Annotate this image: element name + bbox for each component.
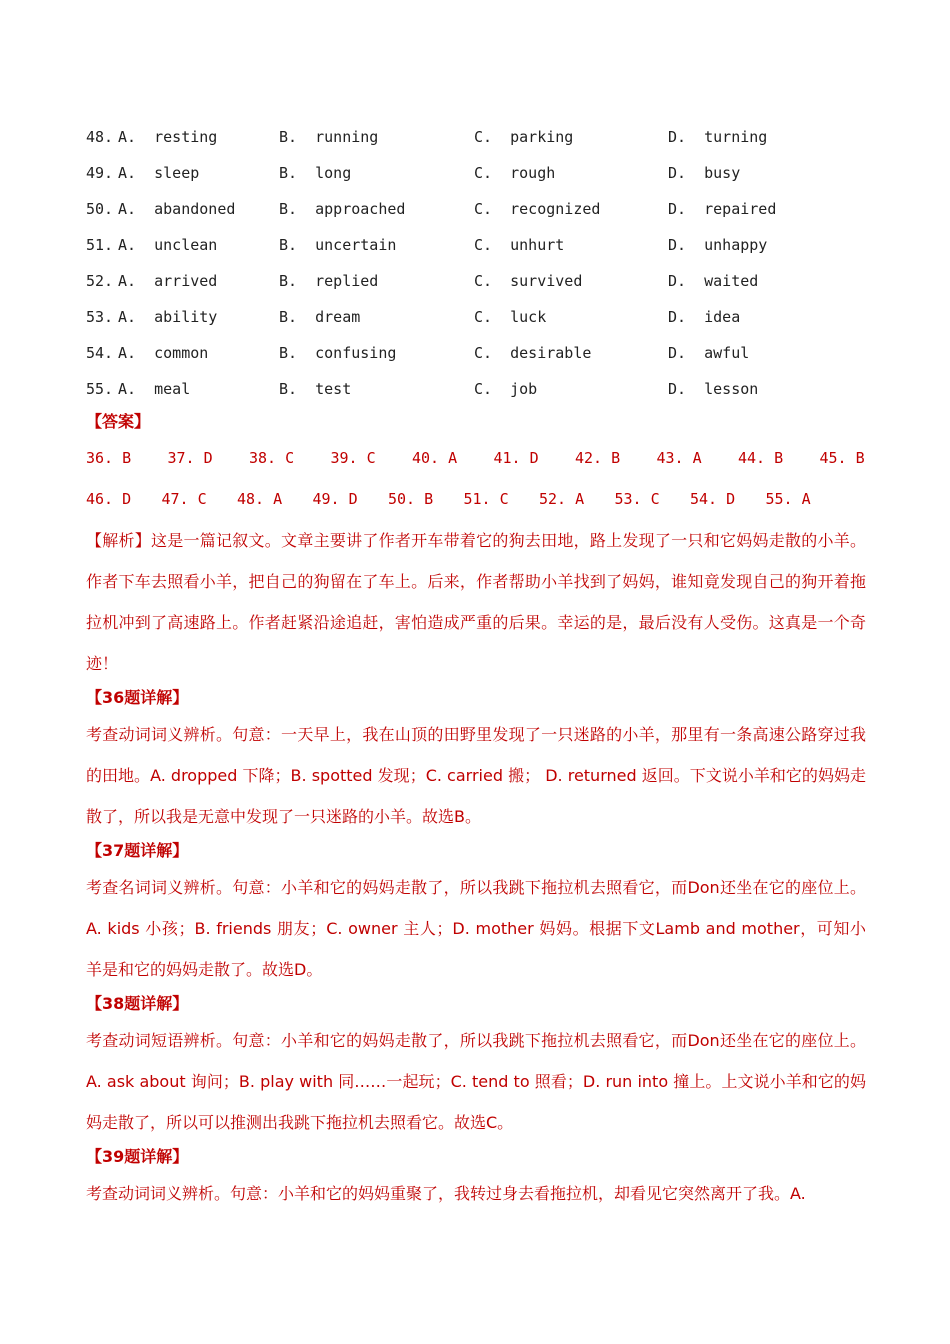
option-a: A. unclean <box>118 236 218 254</box>
option-b: B. approached <box>279 200 406 218</box>
question-number: 52. <box>86 272 114 290</box>
option-b: B. uncertain <box>279 236 397 254</box>
option-row <box>86 268 866 304</box>
option-a: A. sleep <box>118 164 200 182</box>
answer-item: 42. B <box>575 449 621 467</box>
option-d: D. waited <box>668 272 759 290</box>
option-d: D. turning <box>668 128 768 146</box>
q36-heading: 【36题详解】 <box>86 688 189 707</box>
q39-explanation: 考查动词词义辨析。句意：小羊和它的妈妈重聚了，我转过身去看拖拉机，却看见它突然离开了我。A. <box>86 1184 806 1203</box>
option-c: C. job <box>474 380 538 398</box>
answer-item: 49. D <box>312 490 358 508</box>
option-d: D. idea <box>668 308 741 326</box>
answer-row-2 <box>86 485 866 526</box>
question-number: 53. <box>86 308 114 326</box>
answer-item: 50. B <box>388 490 434 508</box>
answer-item: 38. C <box>249 449 295 467</box>
q38-explanation: 考查动词短语辨析。句意：小羊和它的妈妈走散了，所以我跳下拖拉机去照看它，而Don还坐在它的座位上。A. ask about 询问；B. play with 同……一起玩；C. tend to 照看；D. run into 撞上。上文说小羊和它的妈妈走散了，所以可以推测出我跳下拖拉机去照看它。故选C。 <box>86 1031 866 1132</box>
question-number: 50. <box>86 200 114 218</box>
option-a: A. ability <box>118 308 218 326</box>
answer-item: 41. D <box>493 449 539 467</box>
option-d: D. busy <box>668 164 741 182</box>
option-c: C. survived <box>474 272 583 290</box>
option-a: A. abandoned <box>118 200 236 218</box>
option-row <box>86 160 866 196</box>
analysis-paragraph: 【解析】这是一篇记叙文。文章主要讲了作者开车带着它的狗去田地，路上发现了一只和它妈妈走散的小羊。作者下车去照看小羊，把自己的狗留在了车上。后来，作者帮助小羊找到了妈妈，谁知竟发现自己的狗开着拖拉机冲到了高速路上。作者赶紧沿途追赶，害怕造成严重的后果。幸运的是，最后没有人受伤。这真是一个奇迹！ <box>86 531 866 673</box>
question-number: 49. <box>86 164 114 182</box>
option-b: B. dream <box>279 308 361 326</box>
option-row <box>86 232 866 268</box>
option-a: A. meal <box>118 380 191 398</box>
option-c: C. desirable <box>474 344 592 362</box>
option-row <box>86 376 866 412</box>
option-d: D. unhappy <box>668 236 768 254</box>
q38-heading: 【38题详解】 <box>86 994 189 1013</box>
option-b: B. replied <box>279 272 379 290</box>
answer-item: 55. A <box>765 490 811 508</box>
answer-row-1 <box>86 444 866 485</box>
option-row <box>86 196 866 232</box>
option-d: D. repaired <box>668 200 777 218</box>
answer-heading: 【答案】 <box>86 412 151 431</box>
option-c: C. luck <box>474 308 547 326</box>
option-b: B. test <box>279 380 352 398</box>
answer-item: 43. A <box>656 449 702 467</box>
option-d: D. lesson <box>668 380 759 398</box>
answer-item: 46. D <box>86 490 132 508</box>
option-row <box>86 124 866 160</box>
option-a: A. resting <box>118 128 218 146</box>
answer-item: 51. C <box>463 490 509 508</box>
question-number: 48. <box>86 128 114 146</box>
option-c: C. rough <box>474 164 556 182</box>
option-b: B. confusing <box>279 344 397 362</box>
answer-item: 40. A <box>412 449 458 467</box>
option-c: C. recognized <box>474 200 601 218</box>
option-b: B. long <box>279 164 352 182</box>
answer-item: 45. B <box>819 449 865 467</box>
option-c: C. parking <box>474 128 574 146</box>
option-d: D. awful <box>668 344 750 362</box>
option-c: C. unhurt <box>474 236 565 254</box>
question-number: 55. <box>86 380 114 398</box>
answer-item: 37. D <box>167 449 213 467</box>
answer-item: 44. B <box>738 449 784 467</box>
option-row <box>86 340 866 376</box>
q39-heading: 【39题详解】 <box>86 1147 189 1166</box>
answer-item: 54. D <box>690 490 736 508</box>
answer-item: 47. C <box>161 490 207 508</box>
answer-item: 52. A <box>539 490 585 508</box>
question-number: 51. <box>86 236 114 254</box>
q36-explanation: 考查动词词义辨析。句意：一天早上，我在山顶的田野里发现了一只迷路的小羊，那里有一条高速公路穿过我的田地。A. dropped 下降；B. spotted 发现；C. carried 搬； D. returned 返回。下文说小羊和它的妈妈走散了，所以我是无意中发现了一只迷路的小羊。故选B。 <box>86 725 866 826</box>
answer-section <box>86 408 866 1214</box>
option-a: A. common <box>118 344 209 362</box>
answer-item: 48. A <box>237 490 283 508</box>
option-row <box>86 304 866 340</box>
option-a: A. arrived <box>118 272 218 290</box>
q37-explanation: 考查名词词义辨析。句意：小羊和它的妈妈走散了，所以我跳下拖拉机去照看它，而Don还坐在它的座位上。A. kids 小孩；B. friends 朋友；C. owner 主人；D. mother 妈妈。根据下文Lamb and mother，可知小羊是和它的妈妈走散了。故选D。 <box>86 878 866 979</box>
answer-item: 53. C <box>614 490 660 508</box>
answer-item: 39. C <box>330 449 376 467</box>
options-list <box>86 124 866 412</box>
q37-heading: 【37题详解】 <box>86 841 189 860</box>
answer-item: 36. B <box>86 449 132 467</box>
question-number: 54. <box>86 344 114 362</box>
option-b: B. running <box>279 128 379 146</box>
